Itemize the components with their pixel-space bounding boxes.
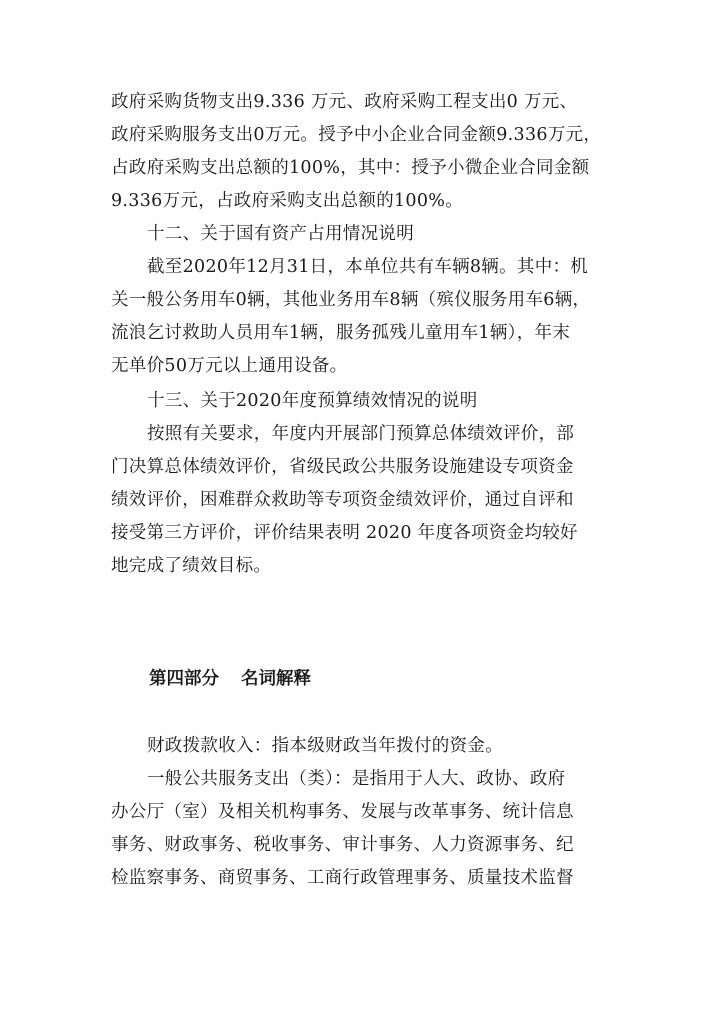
definition-fiscal: 财政拨款收入：指本级财政当年拨付的资金。 [147, 736, 503, 756]
text-line: 政府采购货物支出9.336 万元、政府采购工程支出0 万元、 [111, 92, 578, 112]
assets-section [111, 218, 611, 383]
text-line: 截至2020年12月31日，本单位共有车辆8辆。其中：机 [147, 257, 589, 277]
text-line: 办公厅（室）及相关机构事务、发展与改革事务、统计信息 [111, 802, 574, 822]
text-line: 按照有关要求，年度内开展部门预算总体绩效评价，部 [147, 424, 575, 444]
text-line: 9.336万元，占政府采购支出总额的100%。 [111, 191, 464, 211]
text-line: 一般公共服务支出（类）：是指用于人大、政协、政府 [147, 769, 566, 789]
text-line: 门决算总体绩效评价，省级民政公共服务设施建设专项资金 [111, 457, 574, 477]
text-line: 关一般公务用车0辆，其他业务用车8辆（殡仪服务用车6辆， [111, 290, 591, 310]
part-name: 名词解释 [241, 669, 311, 689]
performance-section [111, 385, 611, 583]
section-title: 十三、关于2020年度预算绩效情况的说明 [147, 391, 478, 411]
text-line: 政府采购服务支出0万元。授予中小企业合同金额9.336万元， [111, 125, 602, 145]
part-number: 第四部分 [149, 669, 219, 689]
definitions-section [111, 730, 611, 895]
text-line: 接受第三方评价，评价结果表明 2020 年度各项资金均较好 [111, 523, 578, 543]
part-heading [149, 663, 311, 696]
text-line: 事务、财政事务、税收事务、审计事务、人力资源事务、纪 [111, 835, 574, 855]
text-line: 绩效评价，困难群众救助等专项资金绩效评价，通过自评和 [111, 490, 574, 510]
text-line: 流浪乞讨救助人员用车1辆，服务孤残儿童用车1辆），年末 [111, 323, 571, 343]
text-line: 无单价50万元以上通用设备。 [111, 356, 348, 376]
section-title: 十二、关于国有资产占用情况说明 [147, 224, 414, 244]
text-line: 地完成了绩效目标。 [111, 556, 272, 576]
procurement-paragraph [111, 86, 611, 218]
text-line: 占政府采购支出总额的100%，其中：授予小微企业合同金额 [111, 158, 590, 178]
text-line: 检监察事务、商贸事务、工商行政管理事务、质量技术监督 [111, 868, 574, 888]
